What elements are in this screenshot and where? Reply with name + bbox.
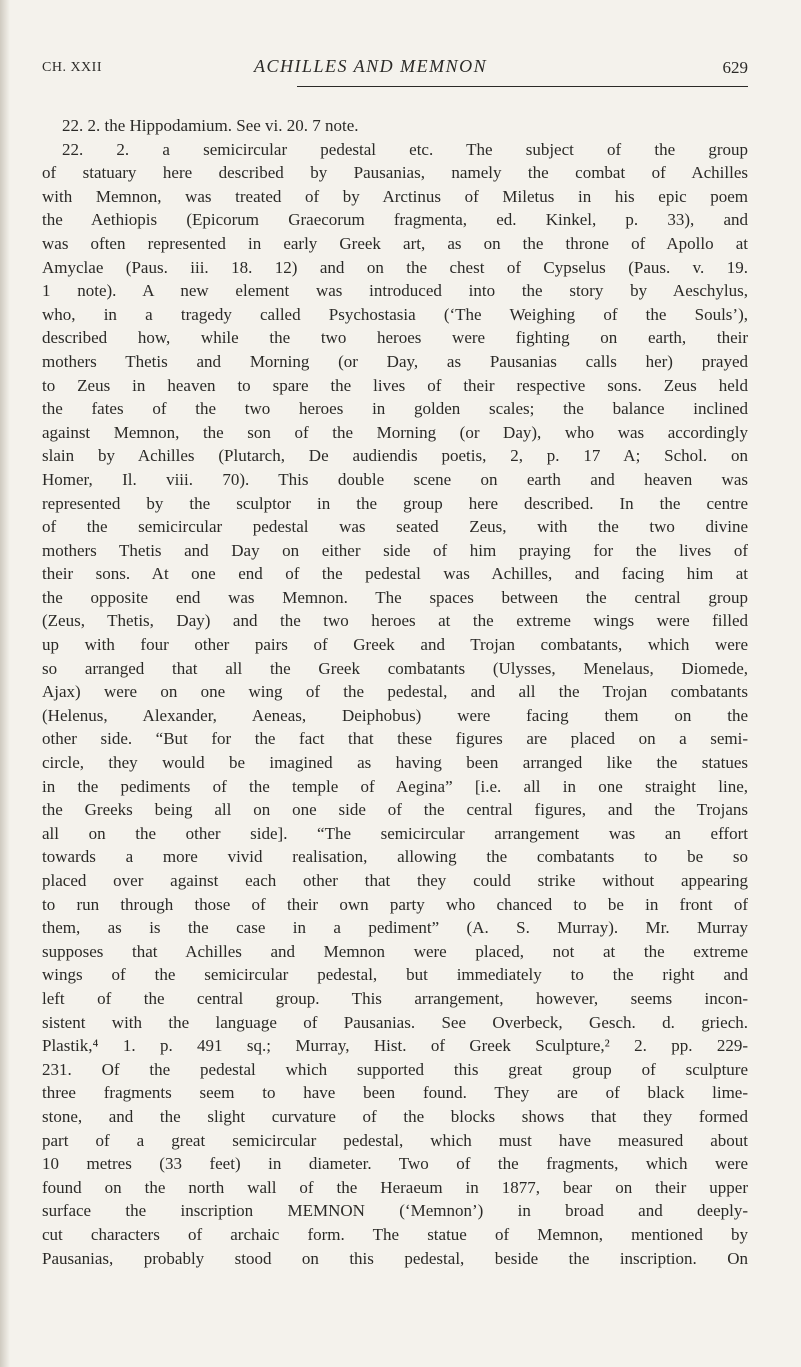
text-line: of the semicircular pedestal was seated Zeus, with the two divine <box>42 517 748 537</box>
text-line: who, in a tragedy called Psychostasia (‘The Weighing of the Souls’), <box>42 304 748 324</box>
text-line: 22. 2. a semicircular pedestal etc. The subject of the group <box>62 139 748 159</box>
text-line: all on the other side]. “The semicircular arrangement was an effort <box>42 823 748 843</box>
text-line: three fragments seem to have been found. They are of black lime- <box>42 1083 748 1103</box>
text-line: so arranged that all the Greek combatants (Ulysses, Menelaus, Diomede, <box>42 658 748 678</box>
text-line: of statuary here described by Pausanias, namely the combat of Achilles <box>42 163 748 183</box>
text-line: the opposite end was Memnon. The spaces between the central group <box>42 587 748 607</box>
text-line: 1 note). A new element was introduced into the story by Aeschylus, <box>42 281 748 301</box>
text-line: left of the central group. This arrangement, however, seems incon- <box>42 988 748 1008</box>
text-line: 22. 2. the Hippodamium. See vi. 20. 7 note. <box>62 116 359 135</box>
text-line: 10 metres (33 feet) in diameter. Two of the fragments, which were <box>42 1154 748 1174</box>
text-line: described how, while the two heroes were fighting on earth, their <box>42 328 748 348</box>
text-line: the Greeks being all on one side of the central figures, and the Trojans <box>42 800 748 820</box>
text-line: 231. Of the pedestal which supported this great group of sculpture <box>42 1059 748 1079</box>
text-line: mothers Thetis and Morning (or Day, as Pausanias calls her) prayed <box>42 351 748 371</box>
text-line: was often represented in early Greek art, as on the throne of Apollo at <box>42 233 748 253</box>
text-line: up with four other pairs of Greek and Trojan combatants, which were <box>42 635 748 655</box>
text-line: surface the inscription MEMNON (‘Memnon’) in broad and deeply- <box>42 1201 748 1221</box>
text-line: slain by Achilles (Plutarch, De audiendis poetis, 2, p. 17 A; Schol. on <box>42 446 748 466</box>
text-line: Pausanias, probably stood on this pedestal, beside the inscription. On <box>42 1248 748 1268</box>
text-line: supposes that Achilles and Memnon were placed, not at the extreme <box>42 941 748 961</box>
text-line: cut characters of archaic form. The statue of Memnon, mentioned by <box>42 1224 748 1244</box>
running-header <box>42 52 748 92</box>
text-line: the Aethiopis (Epicorum Graecorum fragmenta, ed. Kinkel, p. 33), and <box>42 210 748 230</box>
page-number: 629 <box>722 58 748 77</box>
text-line: part of a great semicircular pedestal, which must have measured about <box>42 1130 748 1150</box>
text-line: their sons. At one end of the pedestal was Achilles, and facing him at <box>42 564 748 584</box>
running-title: ACHILLES AND MEMNON <box>254 56 488 76</box>
text-line: other side. “But for the fact that these figures are placed on a semi- <box>42 729 748 749</box>
text-line: stone, and the slight curvature of the blocks shows that they formed <box>42 1106 748 1126</box>
text-line: (Zeus, Thetis, Day) and the two heroes at the extreme wings were filled <box>42 611 748 631</box>
text-line: Homer, Il. viii. 70). This double scene on earth and heaven was <box>42 469 748 489</box>
body-text <box>42 114 748 1270</box>
text-line: with Memnon, was treated of by Arctinus of Miletus in his epic poem <box>42 186 748 206</box>
text-line: to Zeus in heaven to spare the lives of their respective sons. Zeus held <box>42 375 748 395</box>
text-line: in the pediments of the temple of Aegina” [i.e. all in one straight line, <box>42 776 748 796</box>
text-line: mothers Thetis and Day on either side of him praying for the lives of <box>42 540 748 560</box>
text-line: towards a more vivid realisation, allowing the combatants to be so <box>42 847 748 867</box>
page-binding-shadow <box>0 0 10 1367</box>
text-line: them, as is the case in a pediment” (A. S. Murray). Mr. Murray <box>42 918 748 938</box>
text-line: (Helenus, Alexander, Aeneas, Deiphobus) were facing them on the <box>42 705 748 725</box>
text-line: sistent with the language of Pausanias. See Overbeck, Gesch. d. griech. <box>42 1012 748 1032</box>
text-line: Plastik,⁴ 1. p. 491 sq.; Murray, Hist. of Greek Sculpture,² 2. pp. 229- <box>42 1036 748 1056</box>
header-rule <box>297 86 748 87</box>
text-line: found on the north wall of the Heraeum in 1877, bear on their upper <box>42 1177 748 1197</box>
text-line: represented by the sculptor in the group here described. In the centre <box>42 493 748 513</box>
text-line: circle, they would be imagined as having been arranged like the statues <box>42 753 748 773</box>
text-line: Amyclae (Paus. iii. 18. 12) and on the chest of Cypselus (Paus. v. 19. <box>42 257 748 277</box>
text-line: wings of the semicircular pedestal, but immediately to the right and <box>42 965 748 985</box>
text-line: to run through those of their own party who chanced to be in front of <box>42 894 748 914</box>
text-line: Ajax) were on one wing of the pedestal, and all the Trojan combatants <box>42 682 748 702</box>
text-line: against Memnon, the son of the Morning (or Day), who was accordingly <box>42 422 748 442</box>
chapter-label: CH. XXII <box>42 60 102 75</box>
text-line: placed over against each other that they could strike without appearing <box>42 871 748 890</box>
text-line: the fates of the two heroes in golden scales; the balance inclined <box>42 399 748 419</box>
